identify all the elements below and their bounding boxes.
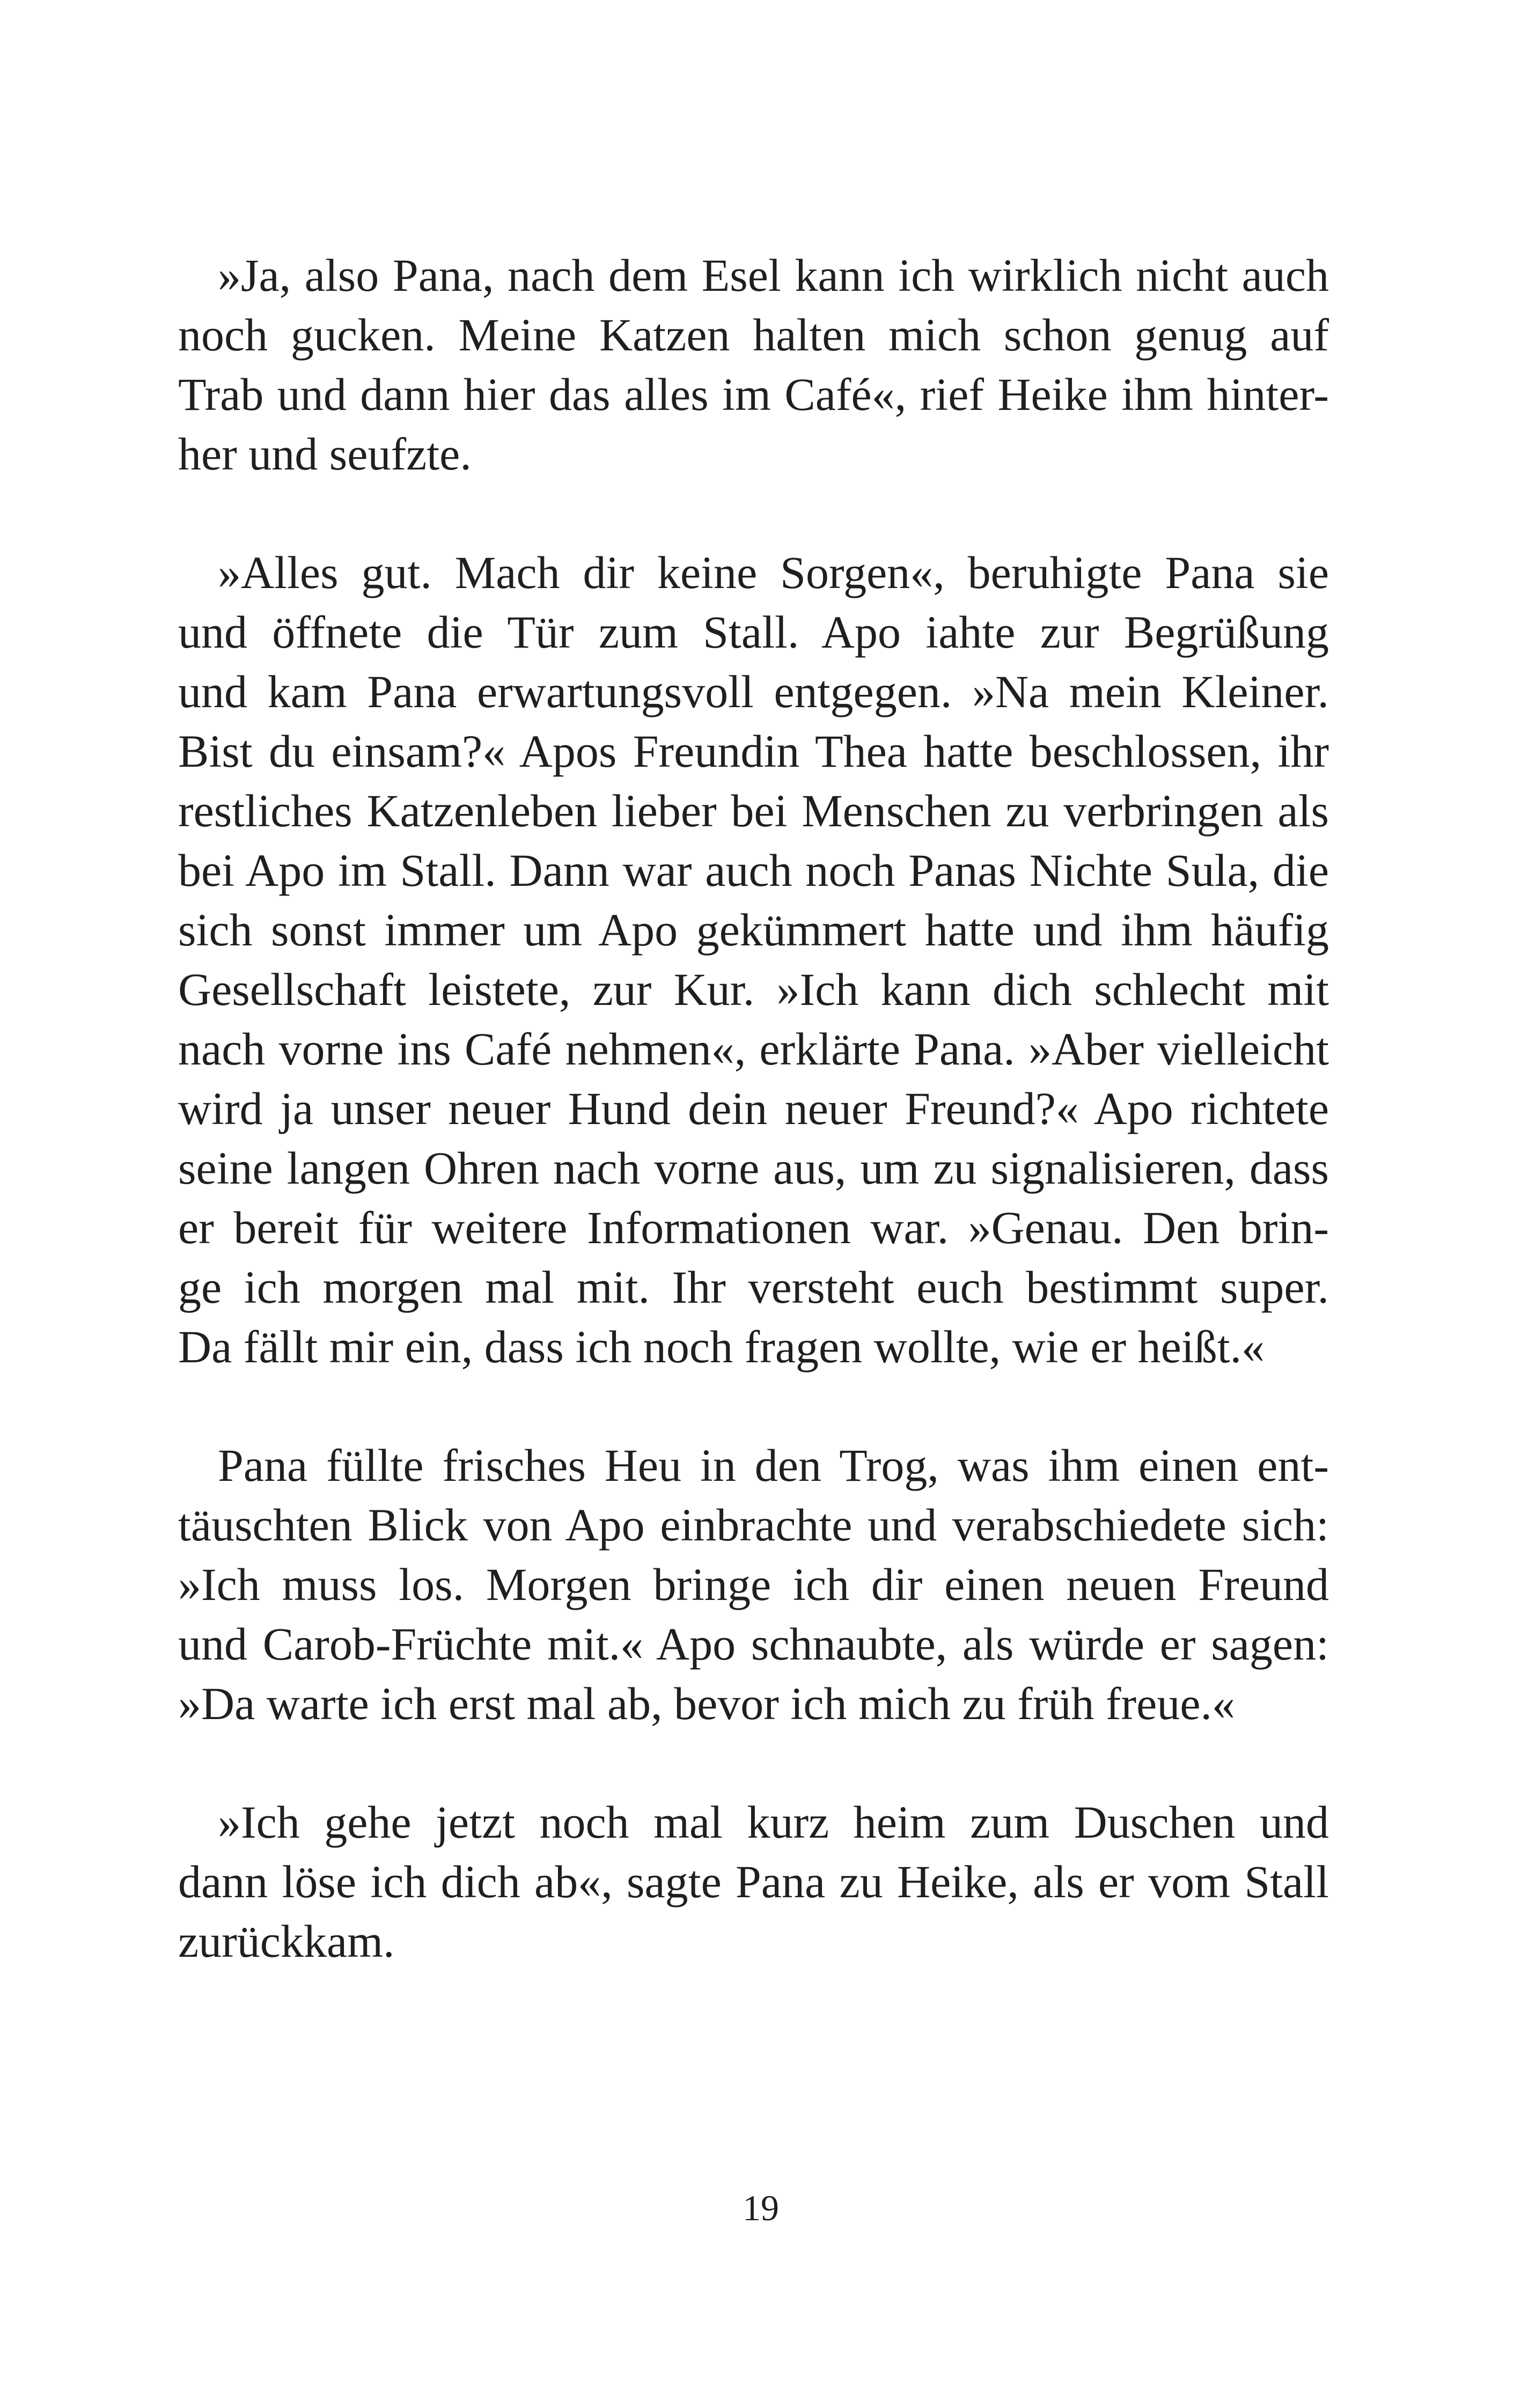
text-line: ge ich morgen mal mit. Ihr versteht euch bestimmt super. [178, 1261, 1329, 1313]
text-line: Da fällt mir ein, dass ich noch fragen wollte, wie er heißt.« [178, 1321, 1265, 1372]
text-line: Gesellschaft leistete, zur Kur. »Ich kann dich schlecht mit [178, 964, 1329, 1015]
text-line: »Alles gut. Mach dir keine Sorgen«, beruhigte Pana sie [218, 547, 1329, 598]
text-line: er bereit für weitere Informationen war. »Genau. Den brin- [178, 1202, 1329, 1253]
text-line: wird ja unser neuer Hund dein neuer Freund?« Apo richtete [178, 1083, 1329, 1134]
text-line: »Ja, also Pana, nach dem Esel kann ich wirklich nicht auch [218, 249, 1329, 301]
text-line: noch gucken. Meine Katzen halten mich schon genug auf [178, 309, 1329, 361]
text-line: Bist du einsam?« Apos Freundin Thea hatte beschlossen, ihr [178, 725, 1329, 777]
text-line: Pana füllte frisches Heu in den Trog, was ihm einen ent- [218, 1440, 1329, 1491]
text-line: restliches Katzenleben lieber bei Menschen zu verbringen als [178, 785, 1329, 836]
text-line: Trab und dann hier das alles im Café«, rief Heike ihm hinter- [178, 369, 1329, 420]
text-line: seine langen Ohren nach vorne aus, um zu signalisieren, dass [178, 1142, 1329, 1194]
text-line: zurückkam. [178, 1915, 395, 1967]
page-number: 19 [743, 2187, 779, 2228]
text-line: täuschten Blick von Apo einbrachte und verabschiedete sich: [178, 1499, 1329, 1551]
text-line: bei Apo im Stall. Dann war auch noch Panas Nichte Sula, die [178, 845, 1329, 896]
text-line: »Ich muss los. Morgen bringe ich dir einen neuen Freund [178, 1559, 1329, 1610]
text-line: und kam Pana erwartungsvoll entgegen. »Na mein Kleiner. [178, 666, 1329, 717]
text-line: »Ich gehe jetzt noch mal kurz heim zum Duschen und [218, 1796, 1329, 1848]
text-line: »Da warte ich erst mal ab, bevor ich mich zu früh freue.« [178, 1678, 1236, 1729]
text-line: und Carob-Früchte mit.« Apo schnaubte, als würde er sagen: [178, 1618, 1329, 1670]
text-line: nach vorne ins Café nehmen«, erklärte Pana. »Aber vielleicht [178, 1023, 1329, 1075]
text-line: her und seufzte. [178, 428, 472, 480]
text-line: und öffnete die Tür zum Stall. Apo iahte zur Begrüßung [178, 606, 1329, 658]
text-line: sich sonst immer um Apo gekümmert hatte und ihm häufig [178, 904, 1329, 956]
text-line: dann löse ich dich ab«, sagte Pana zu Heike, als er vom Stall [178, 1856, 1329, 1907]
